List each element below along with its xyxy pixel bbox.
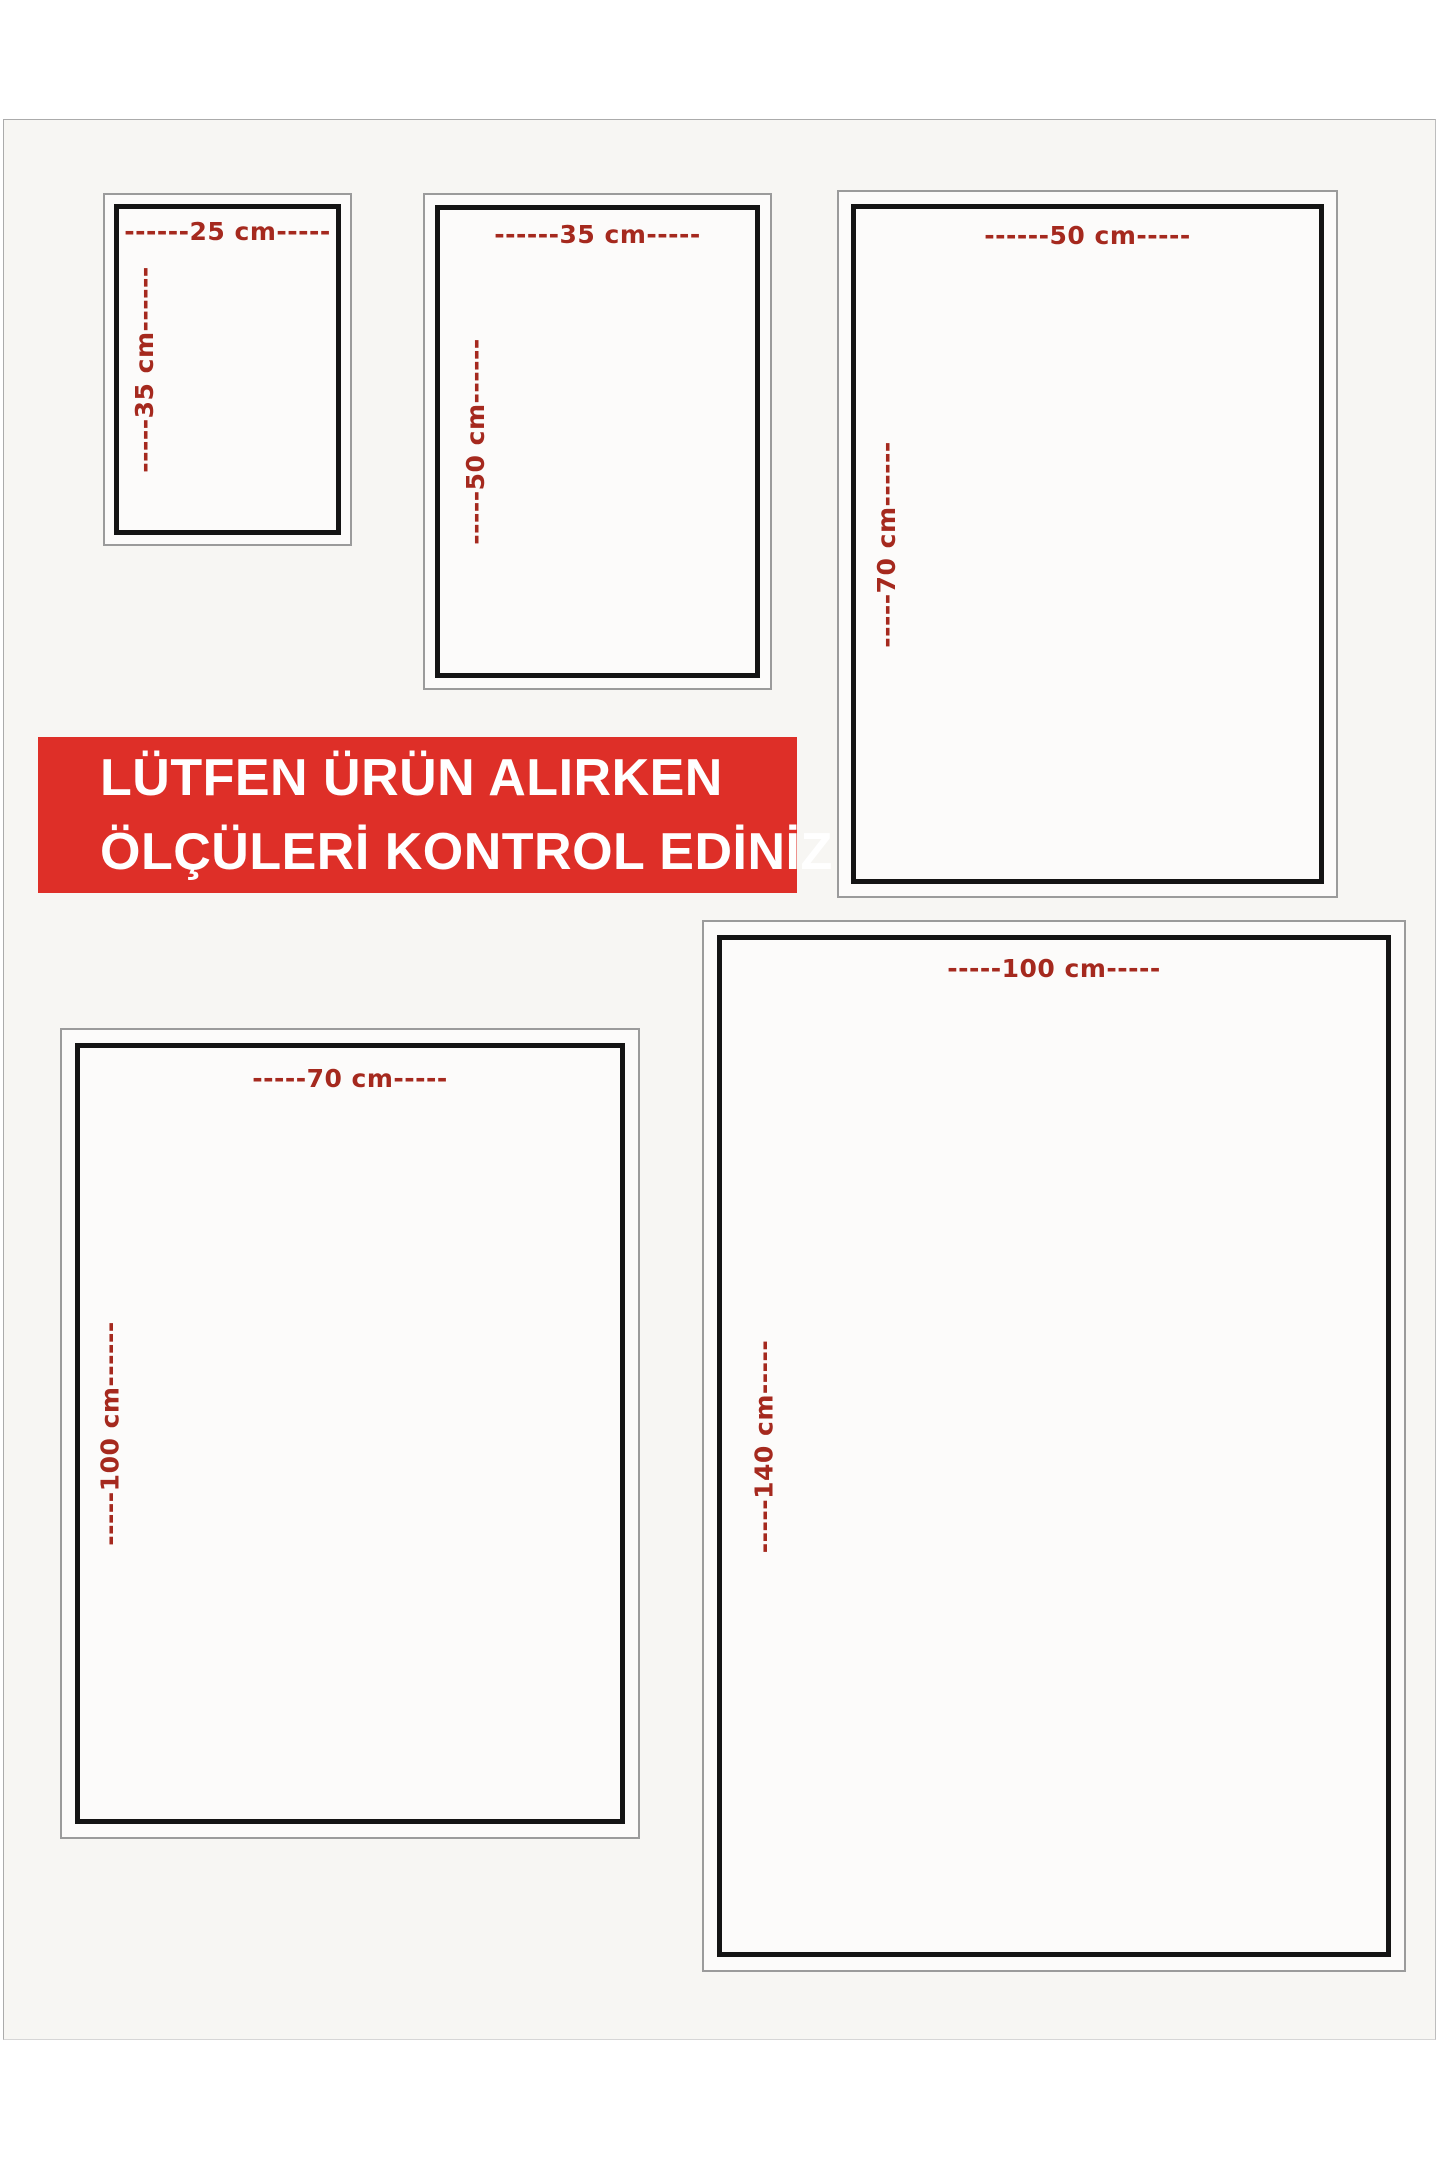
height-dimension-column (90, 1048, 130, 1819)
size-box-70x100 (60, 1028, 640, 1839)
height-dimension-label-70cm: -----70 cm------ (871, 440, 901, 648)
size-box-25x35-frame (114, 204, 341, 535)
height-dimension-label-100cm: -----100 cm------ (95, 1321, 125, 1546)
width-dimension-label-70cm: -----70 cm----- (252, 1064, 448, 1093)
warning-banner-line2: ÖLÇÜLERİ KONTROL EDİNİZ (100, 823, 833, 881)
height-dimension-column (866, 209, 906, 879)
width-dimension-label-100cm: -----100 cm----- (947, 954, 1161, 983)
width-dimension-label-25cm: ------25 cm----- (124, 217, 331, 246)
size-box-50x70 (837, 190, 1338, 898)
size-box-70x100-frame (75, 1043, 625, 1824)
height-dimension-label-50cm: -----50 cm------ (460, 338, 490, 545)
warning-banner (38, 737, 833, 893)
size-box-35x50-frame (435, 205, 760, 678)
size-box-100x140 (702, 920, 1406, 1972)
height-dimension-column (127, 209, 161, 530)
width-dimension-label-50cm: ------50 cm----- (984, 221, 1191, 250)
size-box-100x140-frame (717, 935, 1391, 1957)
size-box-35x50 (423, 193, 772, 690)
height-dimension-label-140cm: -----140 cm----- (749, 1339, 779, 1553)
height-dimension-column (744, 940, 784, 1952)
size-box-50x70-frame (851, 204, 1324, 884)
size-box-25x35 (103, 193, 352, 546)
height-dimension-column (458, 210, 492, 673)
height-dimension-label-35cm: -----35 cm------ (129, 266, 159, 473)
warning-banner-line1: LÜTFEN ÜRÜN ALIRKEN (100, 749, 723, 807)
width-dimension-label-35cm: ------35 cm----- (494, 220, 701, 249)
